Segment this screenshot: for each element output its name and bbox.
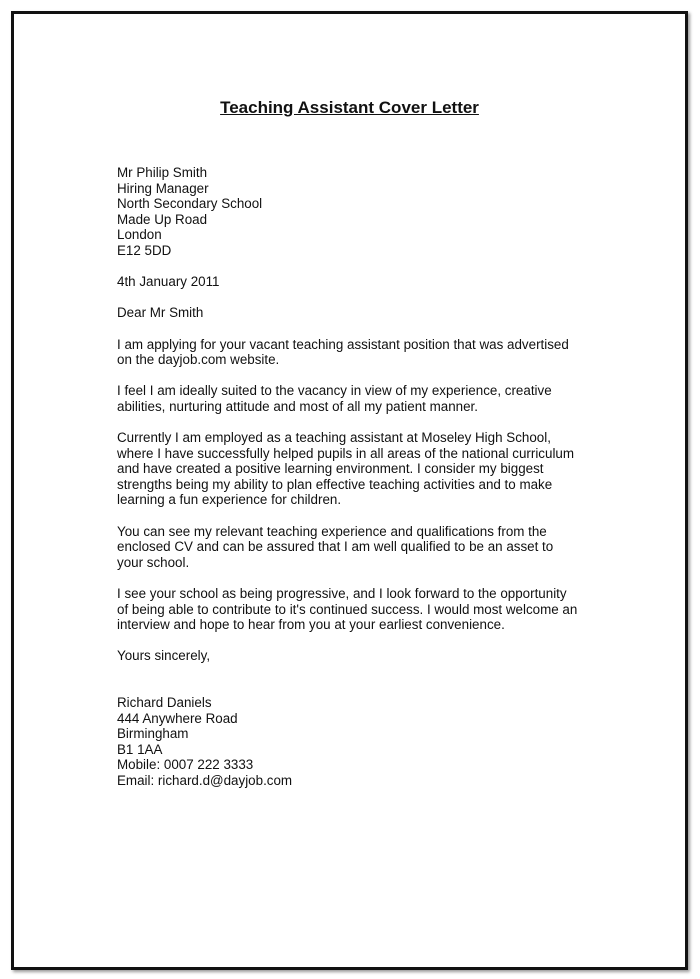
letter-body: [117, 165, 597, 789]
sender-line: Birmingham: [117, 726, 189, 742]
spacer: [117, 290, 597, 306]
sender-line: B1 1AA: [117, 741, 163, 757]
recipient-line: Made Up Road: [117, 211, 208, 227]
document-page: [11, 11, 688, 970]
spacer: [117, 633, 597, 649]
spacer: [117, 415, 597, 431]
spacer: [117, 508, 597, 524]
salutation: Dear Mr Smith: [117, 305, 204, 321]
paragraph: Currently I am employed as a teaching assistant at Moseley High School, where I have successfully helped pupils in all areas of the national curriculum and have created a positive learning environment. I consider my biggest strengths being my ability to plan effective teaching activities and to make learning a fun experience for children.: [117, 430, 575, 508]
sender-line: Mobile: 0007 222 3333: [117, 757, 254, 773]
letter-date: 4th January 2011: [117, 274, 220, 290]
sender-line: 444 Anywhere Road: [117, 710, 238, 726]
recipient-line: London: [117, 227, 162, 243]
recipient-line: Hiring Manager: [117, 180, 209, 196]
spacer: [117, 321, 597, 337]
document-title: Teaching Assistant Cover Letter: [220, 98, 479, 117]
recipient-line: North Secondary School: [117, 196, 263, 212]
paragraph: I am applying for your vacant teaching assistant position that was advertised on the dayjob.com website.: [117, 336, 569, 368]
paragraph: I see your school as being progressive, and I look forward to the opportunity of being able to contribute to it's continued success. I would most welcome an interview and hope to hear from you at your earliest convenience.: [117, 586, 578, 633]
recipient-line: E12 5DD: [117, 242, 172, 258]
spacer: [117, 570, 597, 586]
spacer: [117, 368, 597, 384]
closing: Yours sincerely,: [117, 648, 211, 664]
spacer: [117, 259, 597, 275]
spacer: [117, 664, 597, 695]
sender-line: Richard Daniels: [117, 695, 212, 710]
sender-details: [117, 695, 597, 789]
sender-line: Email: richard.d@dayjob.com: [117, 772, 293, 788]
paragraph: You can see my relevant teaching experience and qualifications from the enclosed CV and can be assured that I am well qualified to be an asset to your school.: [117, 523, 554, 570]
paragraph: I feel I am ideally suited to the vacancy in view of my experience, creative abilities, nurturing attitude and most of all my patient manner.: [117, 383, 552, 414]
recipient-line: Mr Philip Smith: [117, 165, 208, 180]
recipient-address: [117, 165, 597, 259]
